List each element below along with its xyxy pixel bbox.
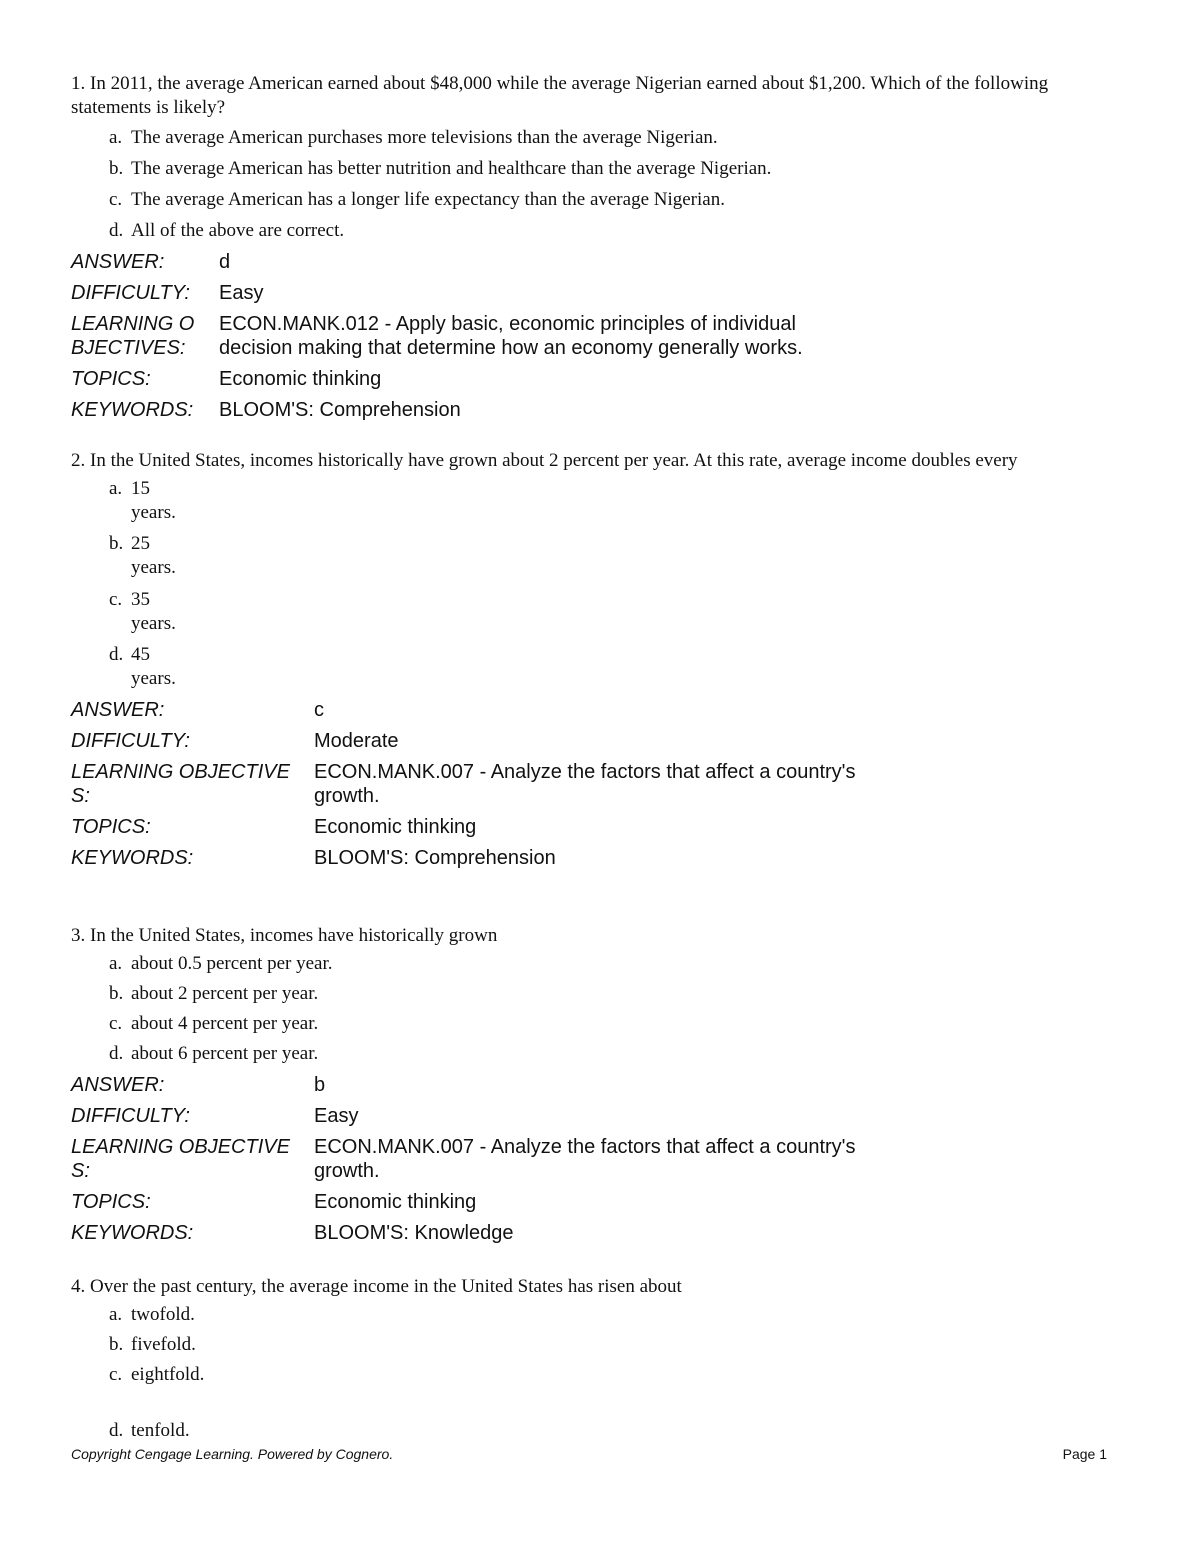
option-letter: c. xyxy=(109,589,123,610)
option-b xyxy=(109,532,1111,588)
option-letter: c. xyxy=(109,189,123,210)
difficulty-label: DIFFICULTY: xyxy=(71,730,190,752)
keywords-label: KEYWORDS: xyxy=(71,1222,194,1244)
keywords-label: KEYWORDS: xyxy=(71,847,194,869)
option-letter: b. xyxy=(109,533,124,554)
option-text: 45 years. xyxy=(131,644,176,689)
option-list xyxy=(71,126,1111,250)
difficulty-value: Easy xyxy=(314,1105,359,1127)
option-letter: a. xyxy=(109,953,123,974)
objective-label: LEARNING O BJECTIVES: xyxy=(71,313,195,359)
option-a xyxy=(109,1303,1111,1333)
question-stem: In the United States, incomes historically have grown about 2 percent per year. At this rate, average income doubles every xyxy=(90,450,1018,471)
answer-value: b xyxy=(314,1074,326,1096)
option-letter: d. xyxy=(109,1043,124,1064)
option-b xyxy=(109,157,1111,188)
option-text: eightfold. xyxy=(131,1364,205,1385)
question-text xyxy=(71,924,1111,948)
option-letter: a. xyxy=(109,478,123,499)
answer-label: ANSWER: xyxy=(71,699,165,721)
question-stem: Over the past century, the average income in the United States has risen about xyxy=(90,1276,682,1297)
answer-label: ANSWER: xyxy=(71,251,165,273)
question-text xyxy=(71,449,1111,473)
option-letter: d. xyxy=(109,644,124,665)
question-1 xyxy=(71,72,1111,429)
difficulty-value: Moderate xyxy=(314,730,399,752)
question-4 xyxy=(71,1275,1111,1449)
objective-value: ECON.MANK.012 - Apply basic, economic principles of individual decision making that determine how an economy generally works. xyxy=(219,313,803,359)
option-letter: b. xyxy=(109,1334,124,1355)
topics-label: TOPICS: xyxy=(71,1191,151,1213)
option-b xyxy=(109,1333,1111,1363)
question-metadata xyxy=(71,250,859,429)
question-stem: In the United States, incomes have historically grown xyxy=(90,925,498,946)
option-letter: d. xyxy=(109,220,124,241)
topics-value: Economic thinking xyxy=(219,368,382,390)
option-letter: d. xyxy=(109,1420,124,1441)
option-d xyxy=(109,643,1111,698)
option-d xyxy=(109,1042,1111,1073)
keywords-value: BLOOM'S: Comprehension xyxy=(314,847,556,869)
option-letter: b. xyxy=(109,983,124,1004)
answer-label: ANSWER: xyxy=(71,1074,165,1096)
option-c xyxy=(109,188,1111,219)
question-number: 1. xyxy=(71,73,86,94)
answer-value: c xyxy=(314,699,324,721)
option-text: tenfold. xyxy=(131,1420,190,1441)
option-letter: a. xyxy=(109,127,123,148)
option-text: 25 years. xyxy=(131,533,176,578)
topics-value: Economic thinking xyxy=(314,816,477,838)
question-metadata xyxy=(71,698,914,877)
option-text: twofold. xyxy=(131,1304,195,1325)
option-a xyxy=(109,477,1111,532)
option-text: about 2 percent per year. xyxy=(131,983,319,1004)
option-text: about 6 percent per year. xyxy=(131,1043,319,1064)
option-letter: c. xyxy=(109,1364,123,1385)
option-letter: a. xyxy=(109,1304,123,1325)
page-footer xyxy=(71,1446,1107,1466)
copyright-notice: Copyright Cengage Learning. Powered by Cognero. xyxy=(71,1446,394,1462)
topics-label: TOPICS: xyxy=(71,816,151,838)
option-list xyxy=(71,1303,1111,1449)
option-letter: c. xyxy=(109,1013,123,1034)
option-text: about 0.5 percent per year. xyxy=(131,953,333,974)
keywords-value: BLOOM'S: Comprehension xyxy=(219,399,461,421)
option-text: The average American has better nutrition and healthcare than the average Nigerian. xyxy=(131,158,772,179)
question-text xyxy=(71,1275,1111,1299)
objective-label: LEARNING OBJECTIVE S: xyxy=(71,761,290,807)
question-number: 3. xyxy=(71,925,86,946)
option-list xyxy=(71,477,1111,698)
objective-value: ECON.MANK.007 - Analyze the factors that affect a country's growth. xyxy=(314,761,856,807)
page-number: Page 1 xyxy=(1062,1446,1107,1462)
option-a xyxy=(109,952,1111,982)
option-text: All of the above are correct. xyxy=(131,220,345,241)
option-b xyxy=(109,982,1111,1012)
option-text: 35 years. xyxy=(131,589,176,634)
option-c xyxy=(109,588,1111,643)
question-text xyxy=(71,72,1111,120)
difficulty-label: DIFFICULTY: xyxy=(71,282,190,304)
keywords-label: KEYWORDS: xyxy=(71,399,194,421)
option-c xyxy=(109,1012,1111,1042)
option-list xyxy=(71,952,1111,1073)
question-number: 4. xyxy=(71,1276,86,1297)
objective-value: ECON.MANK.007 - Analyze the factors that affect a country's growth. xyxy=(314,1136,856,1182)
question-number: 2. xyxy=(71,450,86,471)
question-metadata xyxy=(71,1073,914,1252)
option-text: fivefold. xyxy=(131,1334,196,1355)
answer-value: d xyxy=(219,251,231,273)
objective-label: LEARNING OBJECTIVE S: xyxy=(71,1136,290,1182)
option-text: about 4 percent per year. xyxy=(131,1013,319,1034)
difficulty-label: DIFFICULTY: xyxy=(71,1105,190,1127)
option-text: The average American has a longer life expectancy than the average Nigerian. xyxy=(131,189,725,210)
option-text: 15 years. xyxy=(131,478,176,523)
option-d xyxy=(109,1419,1111,1449)
question-stem: In 2011, the average American earned about $48,000 while the average Nigerian earned about $1,200. Which of the following statements is likely? xyxy=(71,73,1049,118)
option-letter: b. xyxy=(109,158,124,179)
option-a xyxy=(109,126,1111,157)
question-2 xyxy=(71,449,1111,877)
question-3 xyxy=(71,924,1111,1252)
option-text: The average American purchases more televisions than the average Nigerian. xyxy=(131,127,718,148)
option-c xyxy=(109,1363,1111,1419)
option-d xyxy=(109,219,1111,250)
keywords-value: BLOOM'S: Knowledge xyxy=(314,1222,514,1244)
difficulty-value: Easy xyxy=(219,282,264,304)
topics-label: TOPICS: xyxy=(71,368,151,390)
topics-value: Economic thinking xyxy=(314,1191,477,1213)
